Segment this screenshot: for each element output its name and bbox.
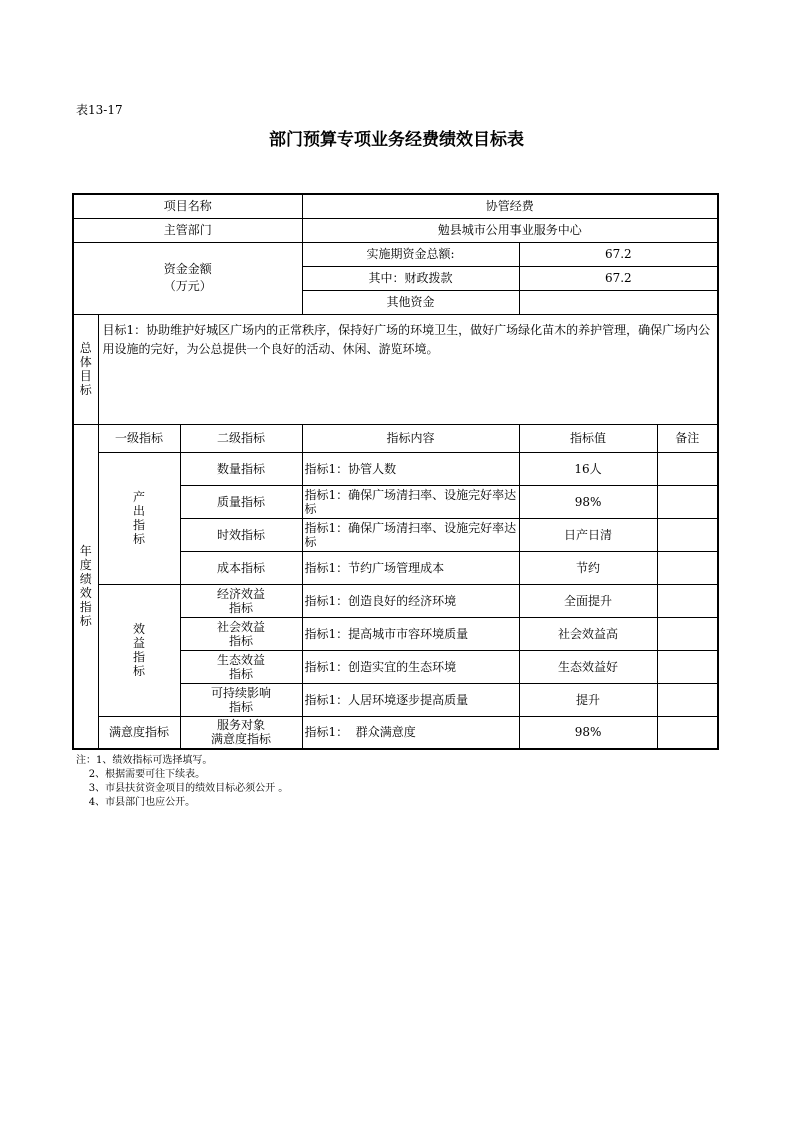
satisfaction-indicator-label: 满意度指标 [98, 716, 180, 749]
table-row [73, 584, 718, 617]
level2-cell [180, 584, 302, 617]
side-char: 效 [79, 586, 92, 601]
page-title: 部门预算专项业务经费绩效目标表 [269, 130, 524, 150]
level2-cell [180, 683, 302, 716]
level2-cell [180, 716, 302, 749]
content-cell: 指标1：节约广场管理成本 [302, 551, 519, 584]
level2-cell [180, 617, 302, 650]
content-cell: 指标1：协管人数 [302, 452, 519, 485]
header-note: 备注 [657, 424, 718, 452]
value-cell: 生态效益好 [519, 650, 657, 683]
dept-label: 主管部门 [73, 218, 302, 242]
value-cell: 提升 [519, 683, 657, 716]
note-cell [657, 683, 718, 716]
output-indicator-label [98, 452, 180, 584]
side-char: 出 [132, 504, 145, 518]
note-cell [657, 584, 718, 617]
level2-line1: 经济效益 [217, 586, 266, 601]
value-cell: 社会效益高 [519, 617, 657, 650]
side-char: 产 [132, 490, 145, 504]
value-cell: 16人 [519, 452, 657, 485]
total-fund-value: 67.2 [519, 242, 718, 266]
fund-amount-label [73, 242, 302, 314]
content-cell: 指标1：人居环境逐步提高质量 [302, 683, 519, 716]
fiscal-fund-value: 67.2 [519, 266, 718, 290]
side-char: 目 [79, 369, 92, 383]
note-cell [657, 716, 718, 749]
value-cell: 98% [519, 485, 657, 518]
level2-line2: 指标 [229, 600, 254, 615]
side-char: 指 [79, 600, 92, 615]
annual-indicators-side-label [73, 424, 98, 749]
side-char: 效 [132, 622, 145, 636]
side-char: 绩 [79, 572, 92, 587]
side-char: 标 [79, 383, 92, 397]
project-name-value: 协管经费 [302, 194, 718, 218]
side-char: 体 [79, 355, 92, 369]
footnote: 3、市县扶贫资金项目的绩效目标必须公开 。 [76, 783, 289, 794]
footnotes [76, 754, 288, 810]
header-value: 指标值 [519, 424, 657, 452]
header-level2: 二级指标 [180, 424, 302, 452]
footnote: 4、市县部门也应公开。 [76, 797, 196, 808]
side-char: 标 [132, 664, 145, 678]
side-char: 益 [132, 636, 145, 650]
footnote: 注：1、绩效指标可选择填写。 [76, 755, 213, 766]
content-cell: 指标1：确保广场清扫率、设施完好率达标 [302, 485, 519, 518]
header-content: 指标内容 [302, 424, 519, 452]
total-fund-label: 实施期资金总额: [302, 242, 519, 266]
project-name-label: 项目名称 [73, 194, 302, 218]
level2-cell [180, 650, 302, 683]
table-row [73, 716, 718, 749]
value-cell: 日产日清 [519, 518, 657, 551]
side-char: 指 [132, 650, 145, 664]
level2-cell: 质量指标 [180, 485, 302, 518]
overall-goal-side-label [73, 314, 98, 424]
side-char: 年 [79, 544, 92, 559]
performance-goal-table [72, 193, 719, 750]
side-char: 度 [79, 558, 92, 573]
note-cell [657, 650, 718, 683]
other-fund-label: 其他资金 [302, 290, 519, 314]
note-cell [657, 452, 718, 485]
side-char: 标 [132, 532, 145, 546]
fund-label-line1: 资金金额 [163, 262, 212, 276]
value-cell: 节约 [519, 551, 657, 584]
other-fund-value [519, 290, 718, 314]
level2-cell: 成本指标 [180, 551, 302, 584]
level2-cell: 时效指标 [180, 518, 302, 551]
benefit-indicator-label [98, 584, 180, 716]
level2-line1: 可持续影响 [211, 685, 272, 700]
footnote: 2、根据需要可往下续表。 [76, 769, 206, 780]
content-cell: 指标1：创造实宜的生态环境 [302, 650, 519, 683]
table-number: 表13-17 [76, 103, 123, 117]
side-char: 标 [79, 614, 92, 629]
note-cell [657, 551, 718, 584]
note-cell [657, 485, 718, 518]
content-cell: 指标1：创造良好的经济环境 [302, 584, 519, 617]
note-cell [657, 518, 718, 551]
level2-line2: 满意度指标 [211, 732, 272, 747]
note-cell [657, 617, 718, 650]
table-row [73, 452, 718, 485]
content-cell: 指标1：提高城市市容环境质量 [302, 617, 519, 650]
level2-line1: 生态效益 [217, 652, 266, 667]
content-cell: 指标1： 群众满意度 [302, 716, 519, 749]
level2-line1: 服务对象 [217, 718, 266, 733]
side-char: 总 [79, 341, 92, 355]
overall-goal-text: 目标1：协助维护好城区广场内的正常秩序，保持好广场的环境卫生，做好广场绿化苗木的养护管理，确保广场内公用设施的完好，为公总提供一个良好的活动、休闲、游览环境。 [98, 314, 718, 424]
fiscal-fund-label: 其中：财政拨款 [302, 266, 519, 290]
level2-line2: 指标 [229, 699, 254, 714]
level2-cell: 数量指标 [180, 452, 302, 485]
fund-label-line2: （万元） [163, 279, 212, 293]
level2-line1: 社会效益 [217, 619, 266, 634]
header-level1: 一级指标 [98, 424, 180, 452]
dept-value: 勉县城市公用事业服务中心 [302, 218, 718, 242]
value-cell: 全面提升 [519, 584, 657, 617]
level2-line2: 指标 [229, 666, 254, 681]
content-cell: 指标1：确保广场清扫率、设施完好率达标 [302, 518, 519, 551]
level2-line2: 指标 [229, 633, 254, 648]
side-char: 指 [132, 518, 145, 532]
value-cell: 98% [519, 716, 657, 749]
